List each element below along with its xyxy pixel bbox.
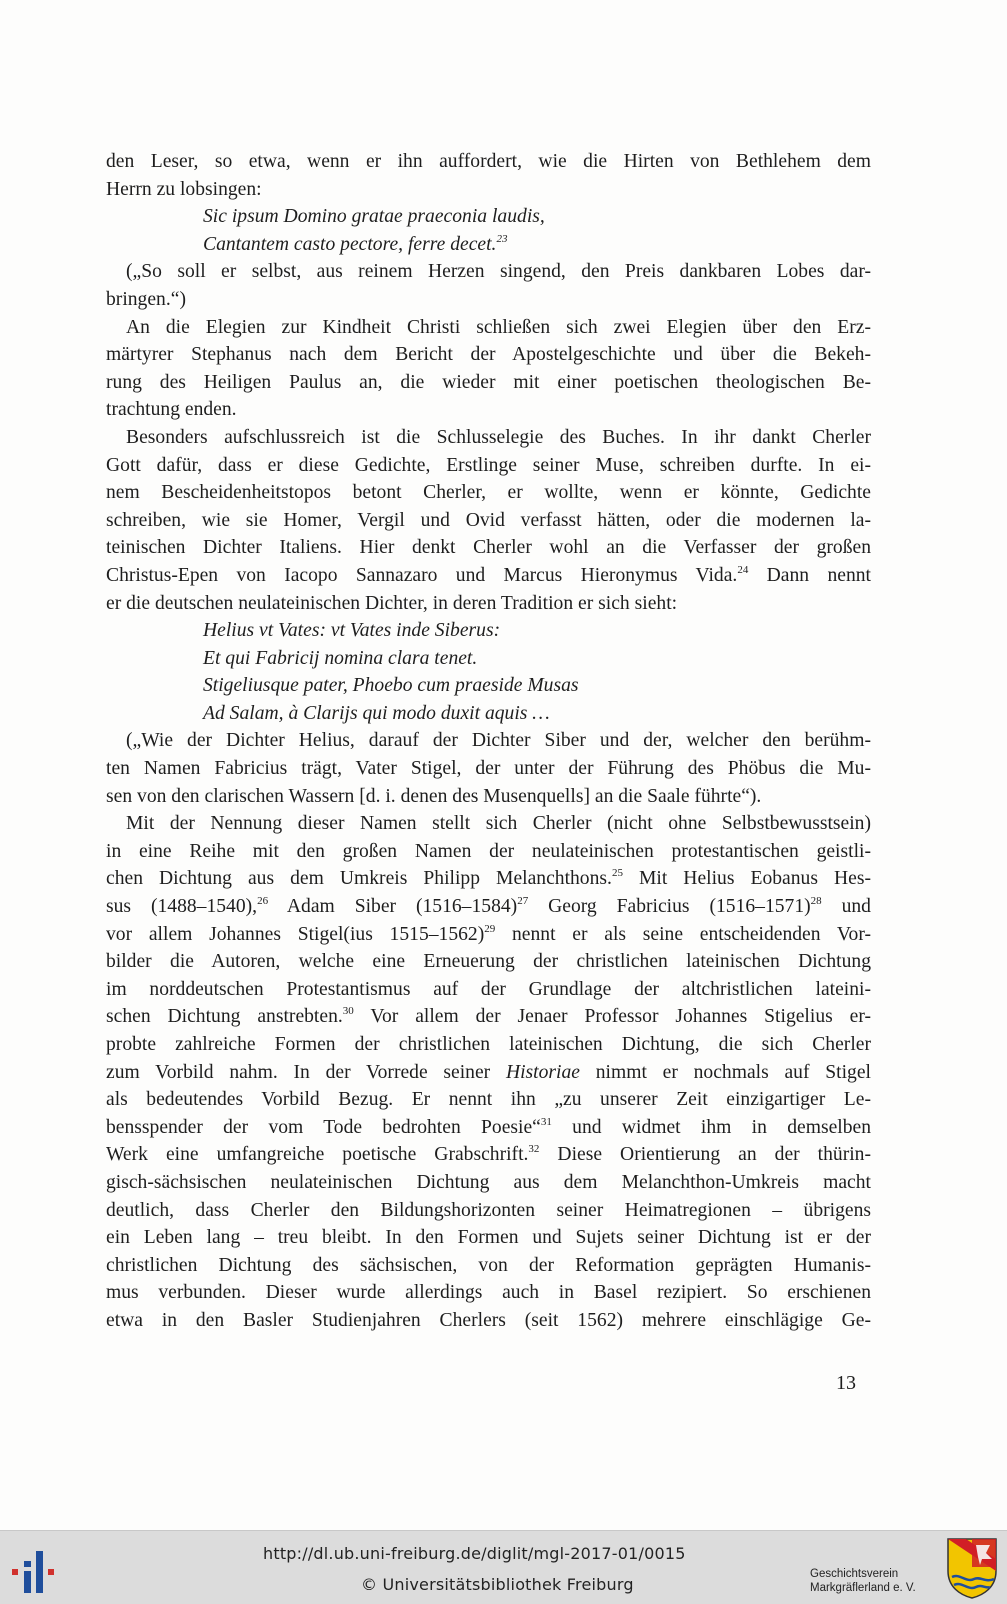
ub-freiburg-logo-icon[interactable]	[12, 1549, 64, 1593]
text-line: chen Dichtung aus dem Umkreis Philipp Melanchthons.$^{25}$ Mit Helius Eobanus Hes-	[106, 867, 871, 890]
verse-line: Helius vt Vates: vt Vates inde Siberus:	[203, 620, 501, 642]
text-line: mus verbunden. Dieser wurde allerdings auch in Basel rezipiert. So erschienen	[106, 1282, 871, 1304]
verse-line: Et qui Fabricij nomina clara tenet.	[203, 647, 478, 669]
text-line: sen von den clarischen Wassern [d. i. denen des Musenquells] an die Saale führte“).	[106, 785, 762, 807]
text-line: zum Vorbild nahm. In der Vorrede seiner Historiae nimmt er nochmals auf Stigel	[106, 1061, 871, 1083]
verse-line: Ad Salam, à Clarijs qui modo duxit aquis …	[203, 702, 550, 724]
text-line: („Wie der Dichter Helius, darauf der Dichter Siber und der, welcher den berühm-	[126, 730, 871, 752]
society-name-line1: Geschichtsverein	[810, 1568, 899, 1580]
society-name-line2: Markgräflerland e. V.	[810, 1582, 916, 1594]
text-line: nem Bescheidenheitstopos betont Cherler, er wollte, wenn er könnte, Gedichte	[106, 482, 871, 504]
footer-url-link[interactable]: http://dl.ub.uni-freiburg.de/diglit/mgl-2017-01/0015	[263, 1544, 686, 1563]
text-line: deutlich, dass Cherler den Bildungshorizonten seiner Heimatregionen – übrigens	[106, 1199, 871, 1221]
text-line: bilder die Autoren, welche eine Erneuerung der christlichen lateinischen Dichtung	[106, 951, 871, 973]
text-line: bensspender der vom Tode bedrohten Poesie“$^{31}$ und widmet ihm in demselben	[106, 1115, 871, 1138]
text-line: Werk eine umfangreiche poetische Grabschrift.$^{32}$ Diese Orientierung an der thürin-	[106, 1143, 871, 1166]
text-line: gisch-sächsischen neulateinischen Dichtung aus dem Melanchthon-Umkreis macht	[106, 1171, 871, 1193]
text-line: Christus-Epen von Iacopo Sannazaro und Marcus Hieronymus Vida.$^{24}$ Dann nennt	[106, 563, 871, 586]
text-line: rung des Heiligen Paulus an, die wieder mit einer poetischen theologischen Be-	[106, 371, 871, 393]
footer-bar	[0, 1530, 1007, 1604]
text-line: als bedeutendes Vorbild Bezug. Er nennt ihn „zu unserer Zeit einzigartiger Le-	[106, 1089, 871, 1111]
society-name	[810, 1567, 916, 1595]
verse-line: Sic ipsum Domino gratae praeconia laudis,	[203, 206, 545, 228]
text-line: er die deutschen neulateinischen Dichter, in deren Tradition er sich sieht:	[106, 592, 678, 614]
text-line: etwa in den Basler Studienjahren Cherlers (seit 1562) mehrere einschlägige Ge-	[106, 1309, 871, 1331]
coat-of-arms-icon[interactable]	[946, 1537, 998, 1599]
text-line: christlichen Dichtung des sächsischen, von der Reformation geprägten Humanis-	[106, 1254, 871, 1276]
text-line: ein Leben lang – treu bleibt. In den Formen und Sujets seiner Dichtung ist er der	[106, 1227, 871, 1249]
text-line: probte zahlreiche Formen der christlichen lateinischen Dichtung, die sich Cherler	[106, 1034, 871, 1055]
text-line: An die Elegien zur Kindheit Christi schließen sich zwei Elegien über den Erz-	[126, 316, 871, 338]
text-line: schreiben, wie sie Homer, Vergil und Ovid verfasst hätten, oder die modernen la-	[106, 509, 871, 531]
text-line: trachtung enden.	[106, 399, 237, 421]
text-line: Besonders aufschlussreich ist die Schlusselegie des Buches. In ihr dankt Cherler	[126, 426, 871, 448]
footer-copyright: © Universitätsbibliothek Freiburg	[361, 1575, 634, 1594]
page-number: 13	[836, 1372, 856, 1394]
text-line: Gott dafür, dass er diese Gedichte, Erstlinge seiner Muse, schreiben durfte. In ei-	[106, 454, 871, 476]
text-line: sus (1488–1540),$^{26}$ Adam Siber (1516–1584)$^{27}$ Georg Fabricius (1516–1571)$^{28}$ und	[106, 895, 871, 918]
text-line: in eine Reihe mit den großen Namen der neulateinischen protestantischen geistli-	[106, 840, 871, 862]
body-text	[106, 148, 871, 1335]
text-line: („So soll er selbst, aus reinem Herzen singend, den Preis dankbaren Lobes dar-	[126, 261, 871, 283]
text-line: Herrn zu lobsingen:	[106, 178, 262, 200]
text-line: den Leser, so etwa, wenn er ihn auffordert, wie die Hirten von Bethlehem dem	[106, 151, 871, 172]
text-line: im norddeutschen Protestantismus auf der Grundlage der altchristlichen lateini-	[106, 978, 871, 1000]
text-line: ten Namen Fabricius trägt, Vater Stigel, der unter der Führung des Phöbus die Mu-	[106, 758, 871, 780]
text-line: bringen.“)	[106, 288, 186, 310]
text-line: schen Dichtung anstrebten.$^{30}$ Vor allem der Jenaer Professor Johannes Stigelius er-	[106, 1005, 871, 1028]
text-line: teinischen Dichter Italiens. Hier denkt Cherler wohl an die Verfasser der großen	[106, 537, 871, 559]
text-line: vor allem Johannes Stigel(ius 1515–1562)$^{29}$ nennt er als seine entscheidenden Vor-	[106, 922, 871, 945]
verse-line: Stigeliusque pater, Phoebo cum praeside Musas	[203, 675, 579, 697]
text-line: Mit der Nennung dieser Namen stellt sich Cherler (nicht ohne Selbstbewusstsein)	[126, 813, 871, 835]
text-line: märtyrer Stephanus nach dem Bericht der Apostelgeschichte und über die Bekeh-	[106, 344, 871, 366]
verse-line: Cantantem casto pectore, ferre decet.$^{23}$	[203, 232, 508, 255]
